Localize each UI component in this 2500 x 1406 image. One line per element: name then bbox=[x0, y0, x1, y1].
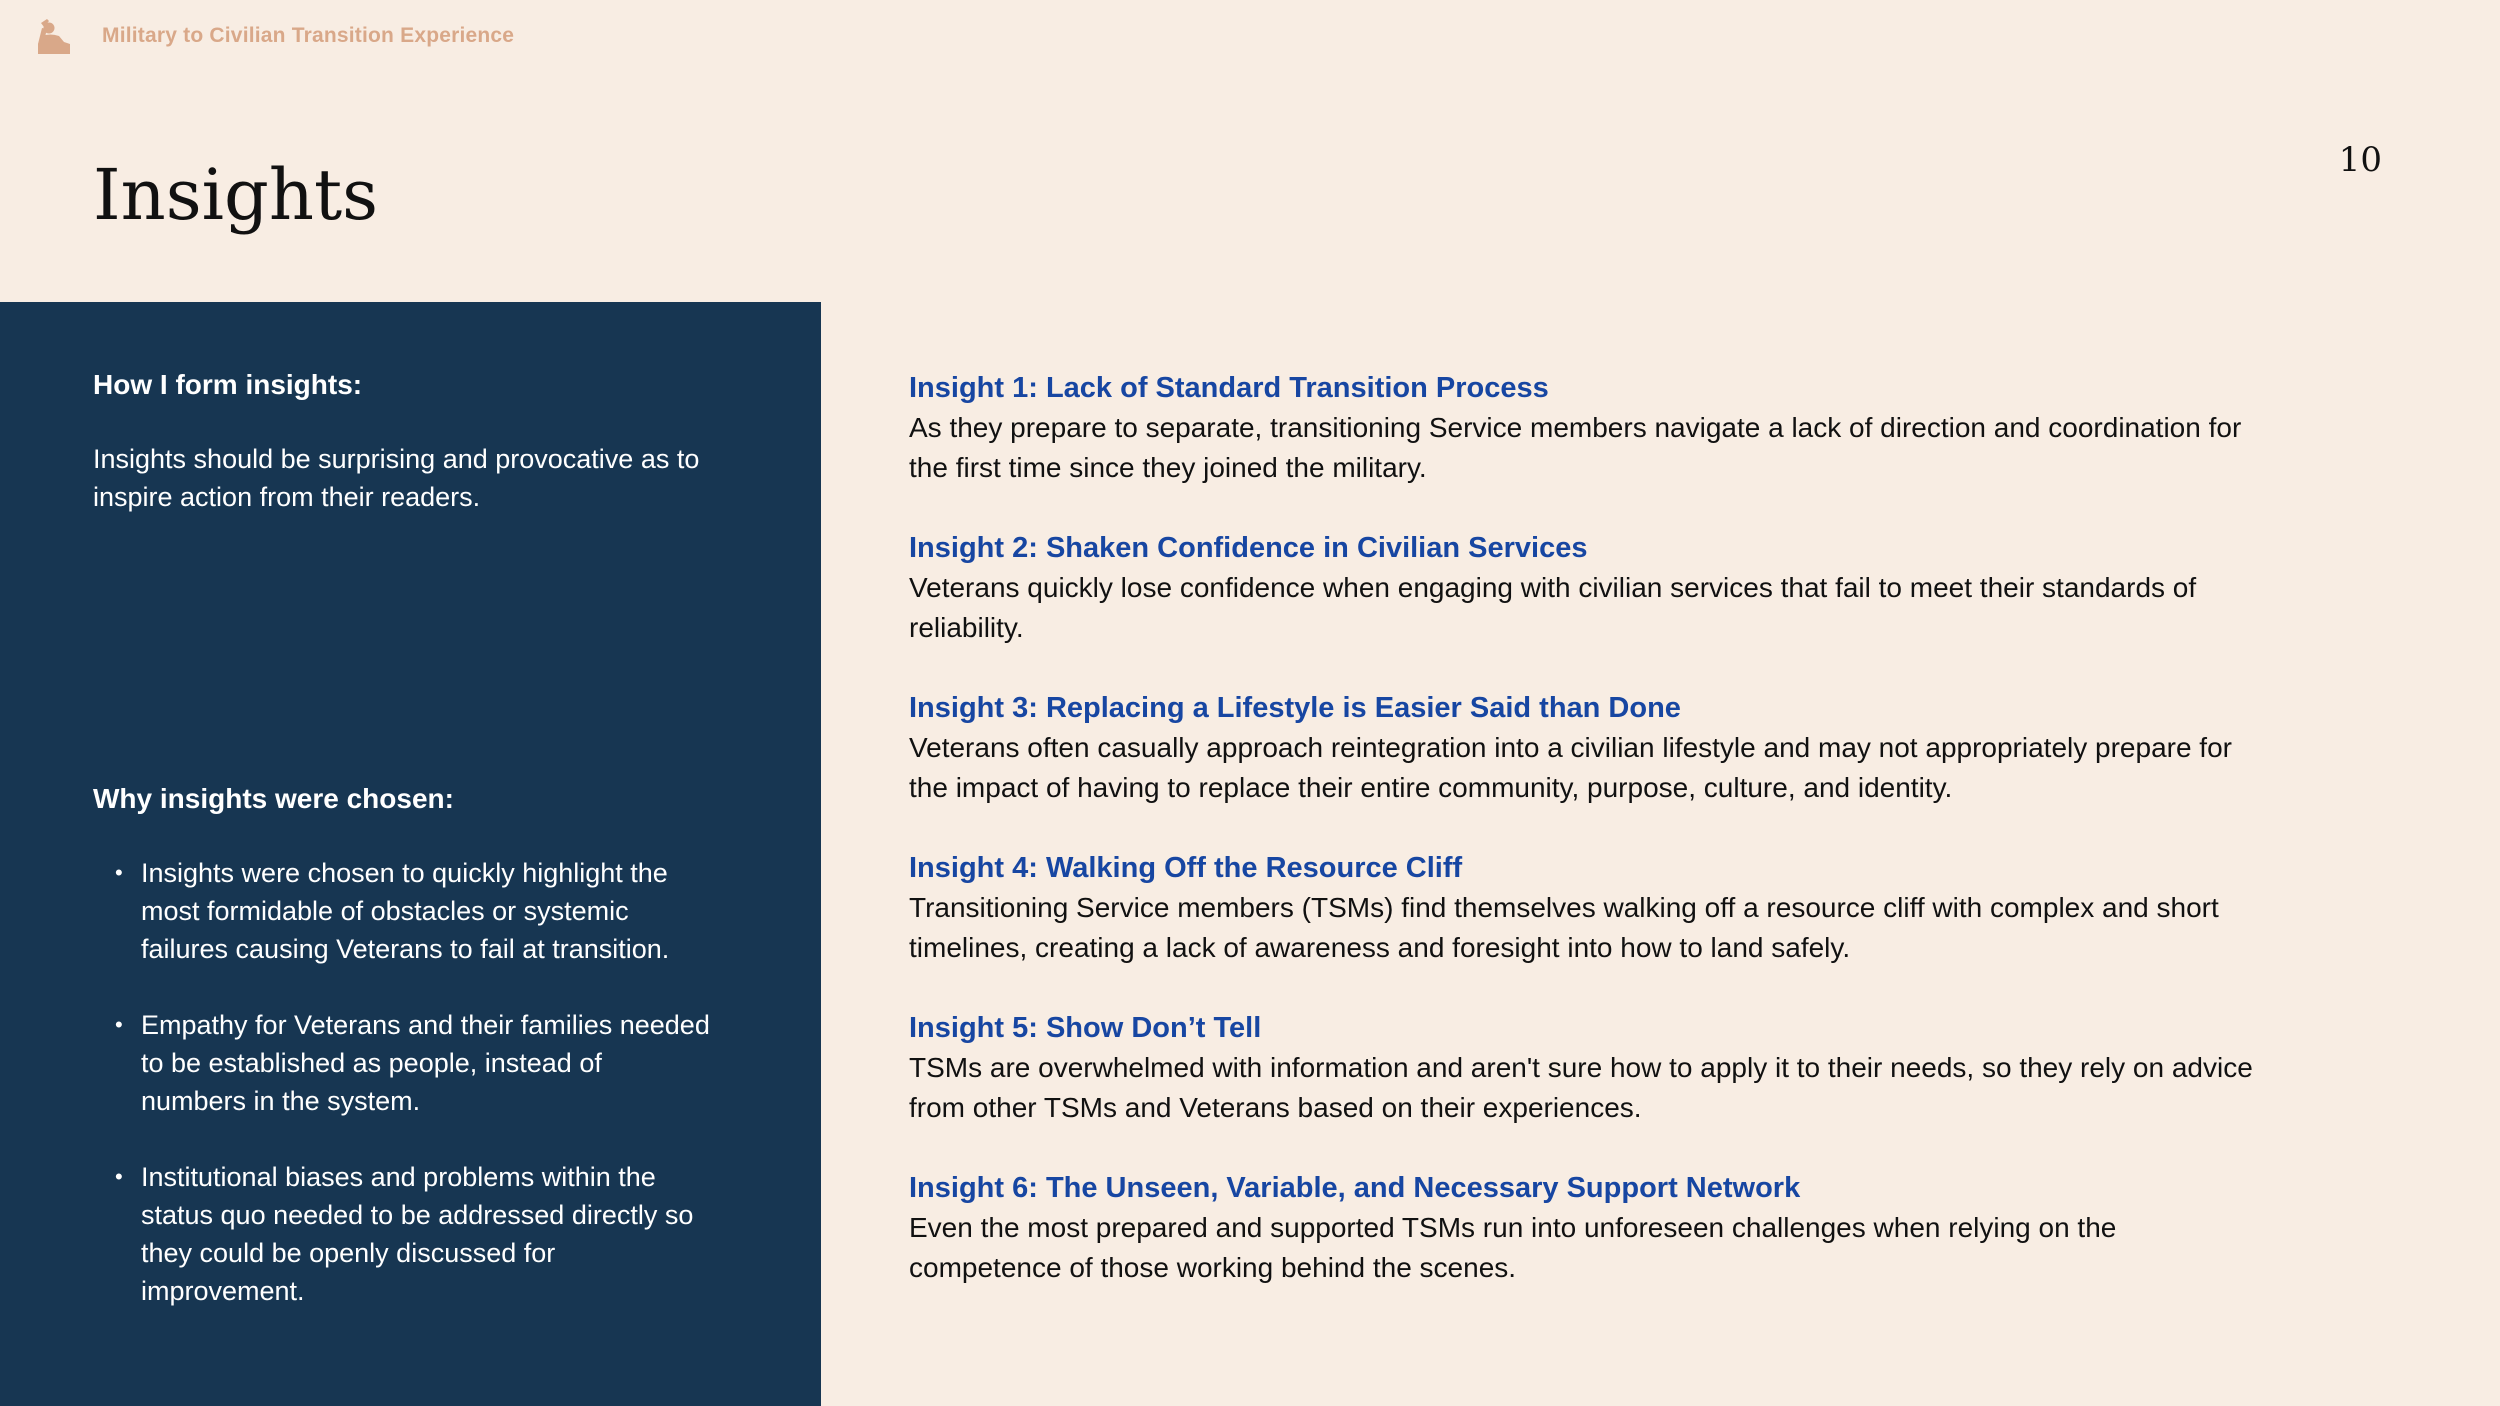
why-bullet-list bbox=[93, 854, 713, 1310]
how-section bbox=[93, 366, 713, 516]
insight-text: Veterans quickly lose confidence when engaging with civilian services that fail to meet their standards of reliability. bbox=[909, 572, 2197, 643]
insight-item bbox=[909, 688, 2269, 808]
insight-title: Insight 3: Replacing a Lifestyle is Easier Said than Done bbox=[909, 692, 1681, 724]
saluting-soldier-icon bbox=[32, 14, 76, 58]
methodology-panel bbox=[0, 302, 821, 1406]
insight-text: TSMs are overwhelmed with information and aren't sure how to apply it to their needs, so they rely on advice from other TSMs and Veterans based on their experiences. bbox=[909, 1052, 2253, 1123]
header bbox=[32, 14, 514, 58]
insight-text: As they prepare to separate, transitioning Service members navigate a lack of direction and coordination for the first time since they joined the military. bbox=[909, 412, 2242, 483]
bullet-item: • Institutional biases and problems within the status quo needed to be addressed directly so they could be openly discussed for improvement. bbox=[93, 1158, 713, 1310]
insight-title: Insight 5: Show Don’t Tell bbox=[909, 1012, 1262, 1044]
insight-item bbox=[909, 528, 2269, 648]
insights-list bbox=[909, 368, 2269, 1328]
how-heading: How I form insights: bbox=[93, 369, 363, 400]
bullet-item: • Insights were chosen to quickly highlight the most formidable of obstacles or systemic failures causing Veterans to fail at transition. bbox=[93, 854, 713, 968]
insight-title: Insight 1: Lack of Standard Transition Process bbox=[909, 372, 1549, 404]
insight-item bbox=[909, 1168, 2269, 1288]
insight-title: Insight 4: Walking Off the Resource Cliff bbox=[909, 852, 1463, 884]
insight-text: Even the most prepared and supported TSMs run into unforeseen challenges when relying on the competence of those working behind the scenes. bbox=[909, 1212, 2117, 1283]
insight-item bbox=[909, 368, 2269, 488]
page-number: 10 bbox=[2338, 140, 2382, 180]
why-section bbox=[93, 780, 713, 1348]
bullet-item: • Empathy for Veterans and their families needed to be established as people, instead of numbers in the system. bbox=[93, 1006, 713, 1120]
presentation-title: Military to Civilian Transition Experience bbox=[102, 24, 515, 47]
page-title: Insights bbox=[93, 154, 378, 236]
insight-item bbox=[909, 1008, 2269, 1128]
insight-text: Veterans often casually approach reintegration into a civilian lifestyle and may not appropriately prepare for the impact of having to replace their entire community, purpose, culture, and identity. bbox=[909, 732, 2232, 803]
insight-title: Insight 6: The Unseen, Variable, and Necessary Support Network bbox=[909, 1172, 1801, 1204]
insight-title: Insight 2: Shaken Confidence in Civilian Services bbox=[909, 532, 1588, 564]
how-text: Insights should be surprising and provocative as to inspire action from their readers. bbox=[93, 444, 700, 512]
why-heading: Why insights were chosen: bbox=[93, 783, 454, 814]
insight-text: Transitioning Service members (TSMs) find themselves walking off a resource cliff with complex and short timelines, creating a lack of awareness and foresight into how to land safely. bbox=[909, 892, 2219, 963]
insight-item bbox=[909, 848, 2269, 968]
